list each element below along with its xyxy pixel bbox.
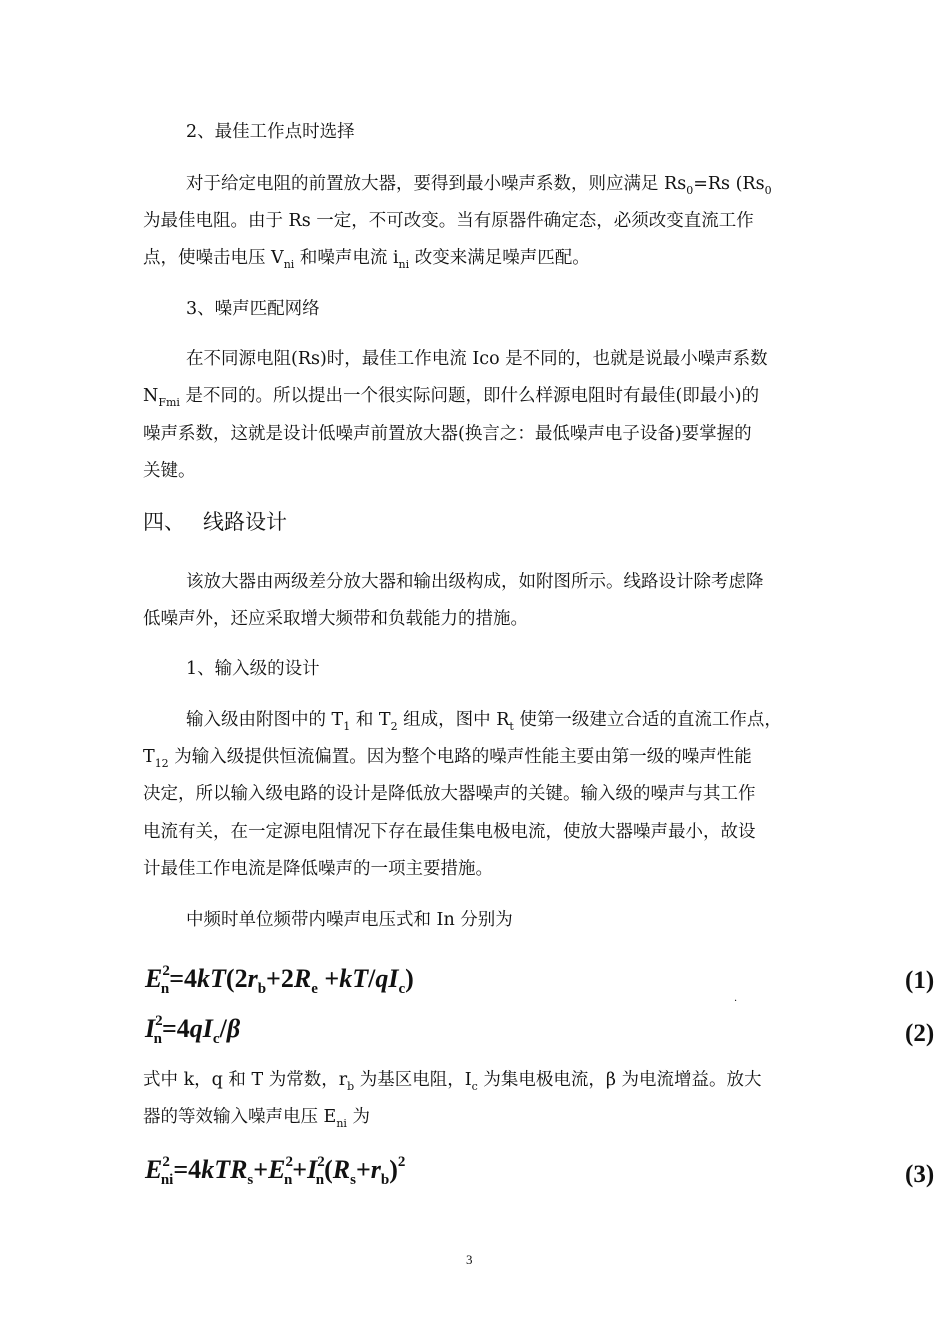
equation-2-number: (2) xyxy=(905,1020,935,1047)
paragraph-line: 为最佳电阻。由于 Rs 一定，不可改变。当有原器件确定态，必须改变直流工作 xyxy=(143,211,754,231)
paragraph-line: 低噪声外，还应采取增大频带和负载能力的措施。 xyxy=(143,609,528,629)
paragraph-line: 在不同源电阻(Rs)时，最佳工作电流 Ico 是不同的，也就是说最小噪声系数 xyxy=(186,349,768,369)
paragraph-line: 噪声系数，这就是设计低噪声前置放大器(换言之：最低噪声电子设备)要掌握的 xyxy=(143,424,752,444)
page-number: 3 xyxy=(466,1252,473,1267)
paragraph-line: 该放大器由两级差分放大器和输出级构成，如附图所示。线路设计除考虑降 xyxy=(186,572,764,592)
paragraph-line: $N_{Fmi}$ 是不同的。所以提出一个很实际问题，即什么样源电阻时有最佳(即最小)的 xyxy=(143,386,760,409)
equation-1: $E^2_n=4kT(2r_b+2R_e +kT/qI_c)$ xyxy=(145,963,414,997)
paragraph-line: $T_{12}$ 为输入级提供恒流偏置。因为整个电路的噪声性能主要由第一级的噪声性能 xyxy=(143,747,752,770)
paragraph-line: 关键。 xyxy=(143,461,196,481)
paragraph-line: 电流有关，在一定源电阻情况下存在最佳集电极电流，使放大器噪声最小，故设 xyxy=(143,822,756,842)
equation-3-number: (3) xyxy=(905,1161,935,1188)
equation-2: $I^2_n=4qI_c/\beta$ xyxy=(145,1013,241,1047)
paragraph-line: 式中 k，q 和 T 为常数，$r_b$ 为基区电阻，$I_c$ 为集电极电流，β 为电流增益。放大 xyxy=(143,1070,762,1093)
section-1-heading: 1、输入级的设计 xyxy=(186,659,320,679)
stray-dot: · xyxy=(734,996,738,1007)
section-3-heading: 3、噪声匹配网络 xyxy=(186,299,320,319)
paragraph-line: 对于给定电阻的前置放大器，要得到最小噪声系数，则应满足 $Rs_0=Rs$ ($Rs_0$ xyxy=(186,174,772,197)
paragraph-line: 器的等效输入噪声电压 $E_{ni}$ 为 xyxy=(143,1107,371,1130)
paragraph-line: 中频时单位频带内噪声电压式和 In 分别为 xyxy=(186,910,513,930)
chapter-number: 四、 xyxy=(143,510,185,534)
paragraph-line: 决定，所以输入级电路的设计是降低放大器噪声的关键。输入级的噪声与其工作 xyxy=(143,784,756,804)
equation-1-number: (1) xyxy=(905,967,935,994)
chapter-title: 线路设计 xyxy=(203,510,287,534)
paragraph-line: 输入级由附图中的 $T_1$ 和 $T_2$ 组成，图中 $R_t$ 使第一级建立合适的直流工作点， xyxy=(186,710,782,733)
equation-3: $E^2_{ni}=4kTR_s+E^2_n+I^2_n(R_s+r_b)^2$ xyxy=(145,1154,406,1188)
section-2-heading: 2、最佳工作点时选择 xyxy=(186,122,355,142)
paragraph-line: 计最佳工作电流是降低噪声的一项主要措施。 xyxy=(143,859,493,879)
paragraph-line: 点，使噪击电压 $V_{ni}$ 和噪声电流 $i_{ni}$ 改变来满足噪声匹配。 xyxy=(143,248,590,271)
chapter-heading xyxy=(143,508,287,536)
